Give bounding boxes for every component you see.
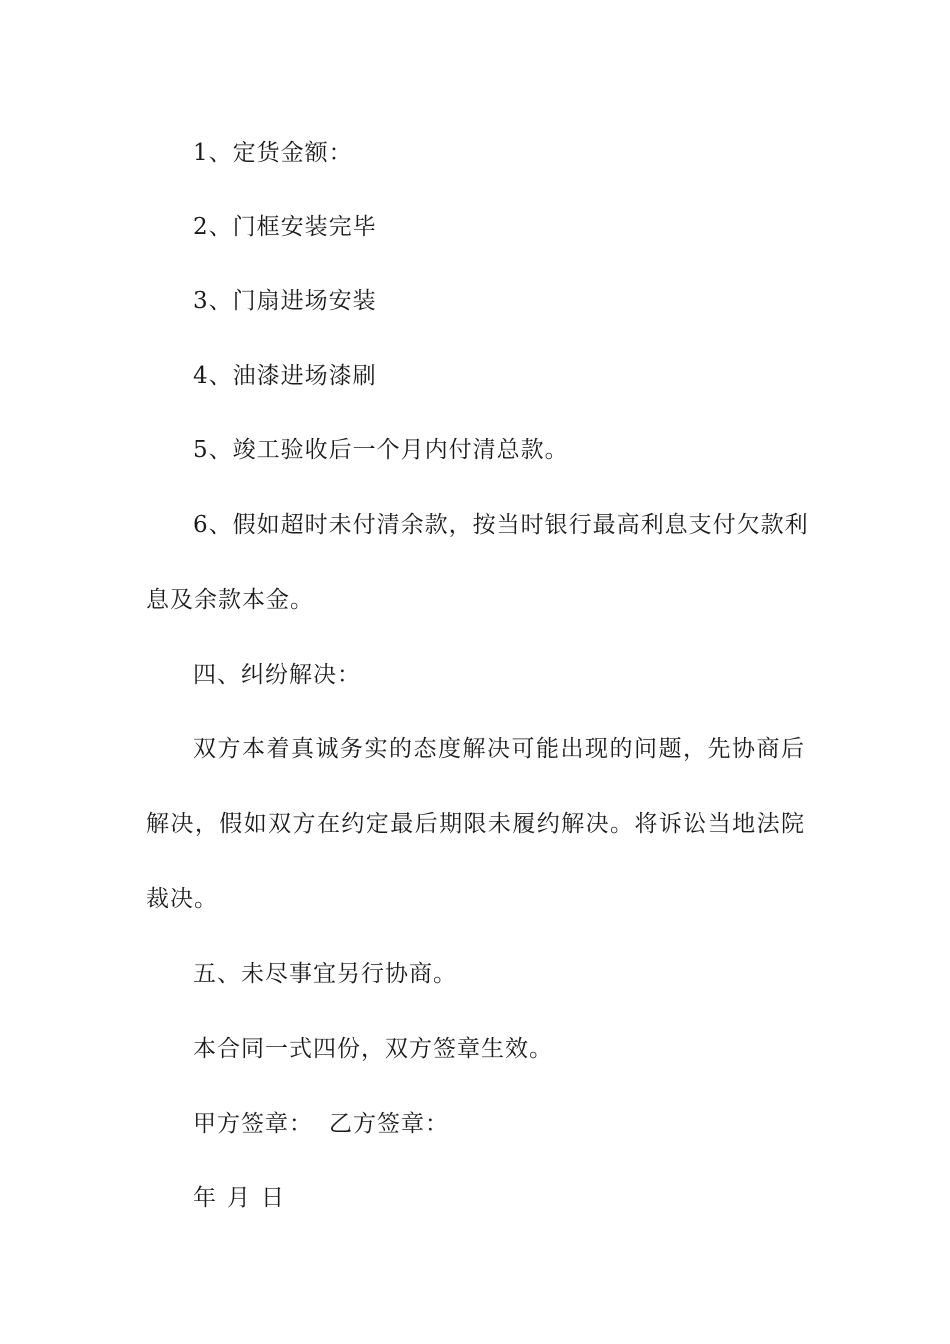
dispute-paragraph-line-3: 裁决。 [146,886,218,912]
section-five-heading: 五、未尽事宜另行协商。 [193,961,457,987]
signature-line [193,1109,449,1139]
payment-item-6-line-2: 息及余款本金。 [146,587,314,613]
section-four-heading: 四、纠纷解决： [193,662,361,688]
payment-item-3: 3、门扇进场安装 [193,288,377,314]
party-a-signature-label: 甲方签章： [193,1111,313,1137]
date-day: 日 [261,1185,285,1211]
payment-item-2: 2、门框安装完毕 [193,214,377,240]
date-line [193,1183,285,1213]
dispute-paragraph-line-2: 解决，假如双方在约定最后期限未履约解决。将诉讼当地法院 [146,811,805,837]
date-year: 年 [193,1185,217,1211]
payment-item-1: 1、定货金额： [193,140,353,166]
payment-item-5: 5、竣工验收后一个月内付清总款。 [193,437,569,463]
copies-clause: 本合同一式四份，双方签章生效。 [193,1036,553,1062]
payment-item-6-line-1: 6、假如超时未付清余款，按当时银行最高利息支付欠款利 [193,512,809,538]
party-b-signature-label: 乙方签章： [329,1111,449,1137]
dispute-paragraph-line-1: 双方本着真诚务实的态度解决可能出现的问题，先协商后 [193,736,805,762]
date-month: 月 [227,1185,251,1211]
payment-item-4: 4、油漆进场漆刷 [193,363,377,389]
